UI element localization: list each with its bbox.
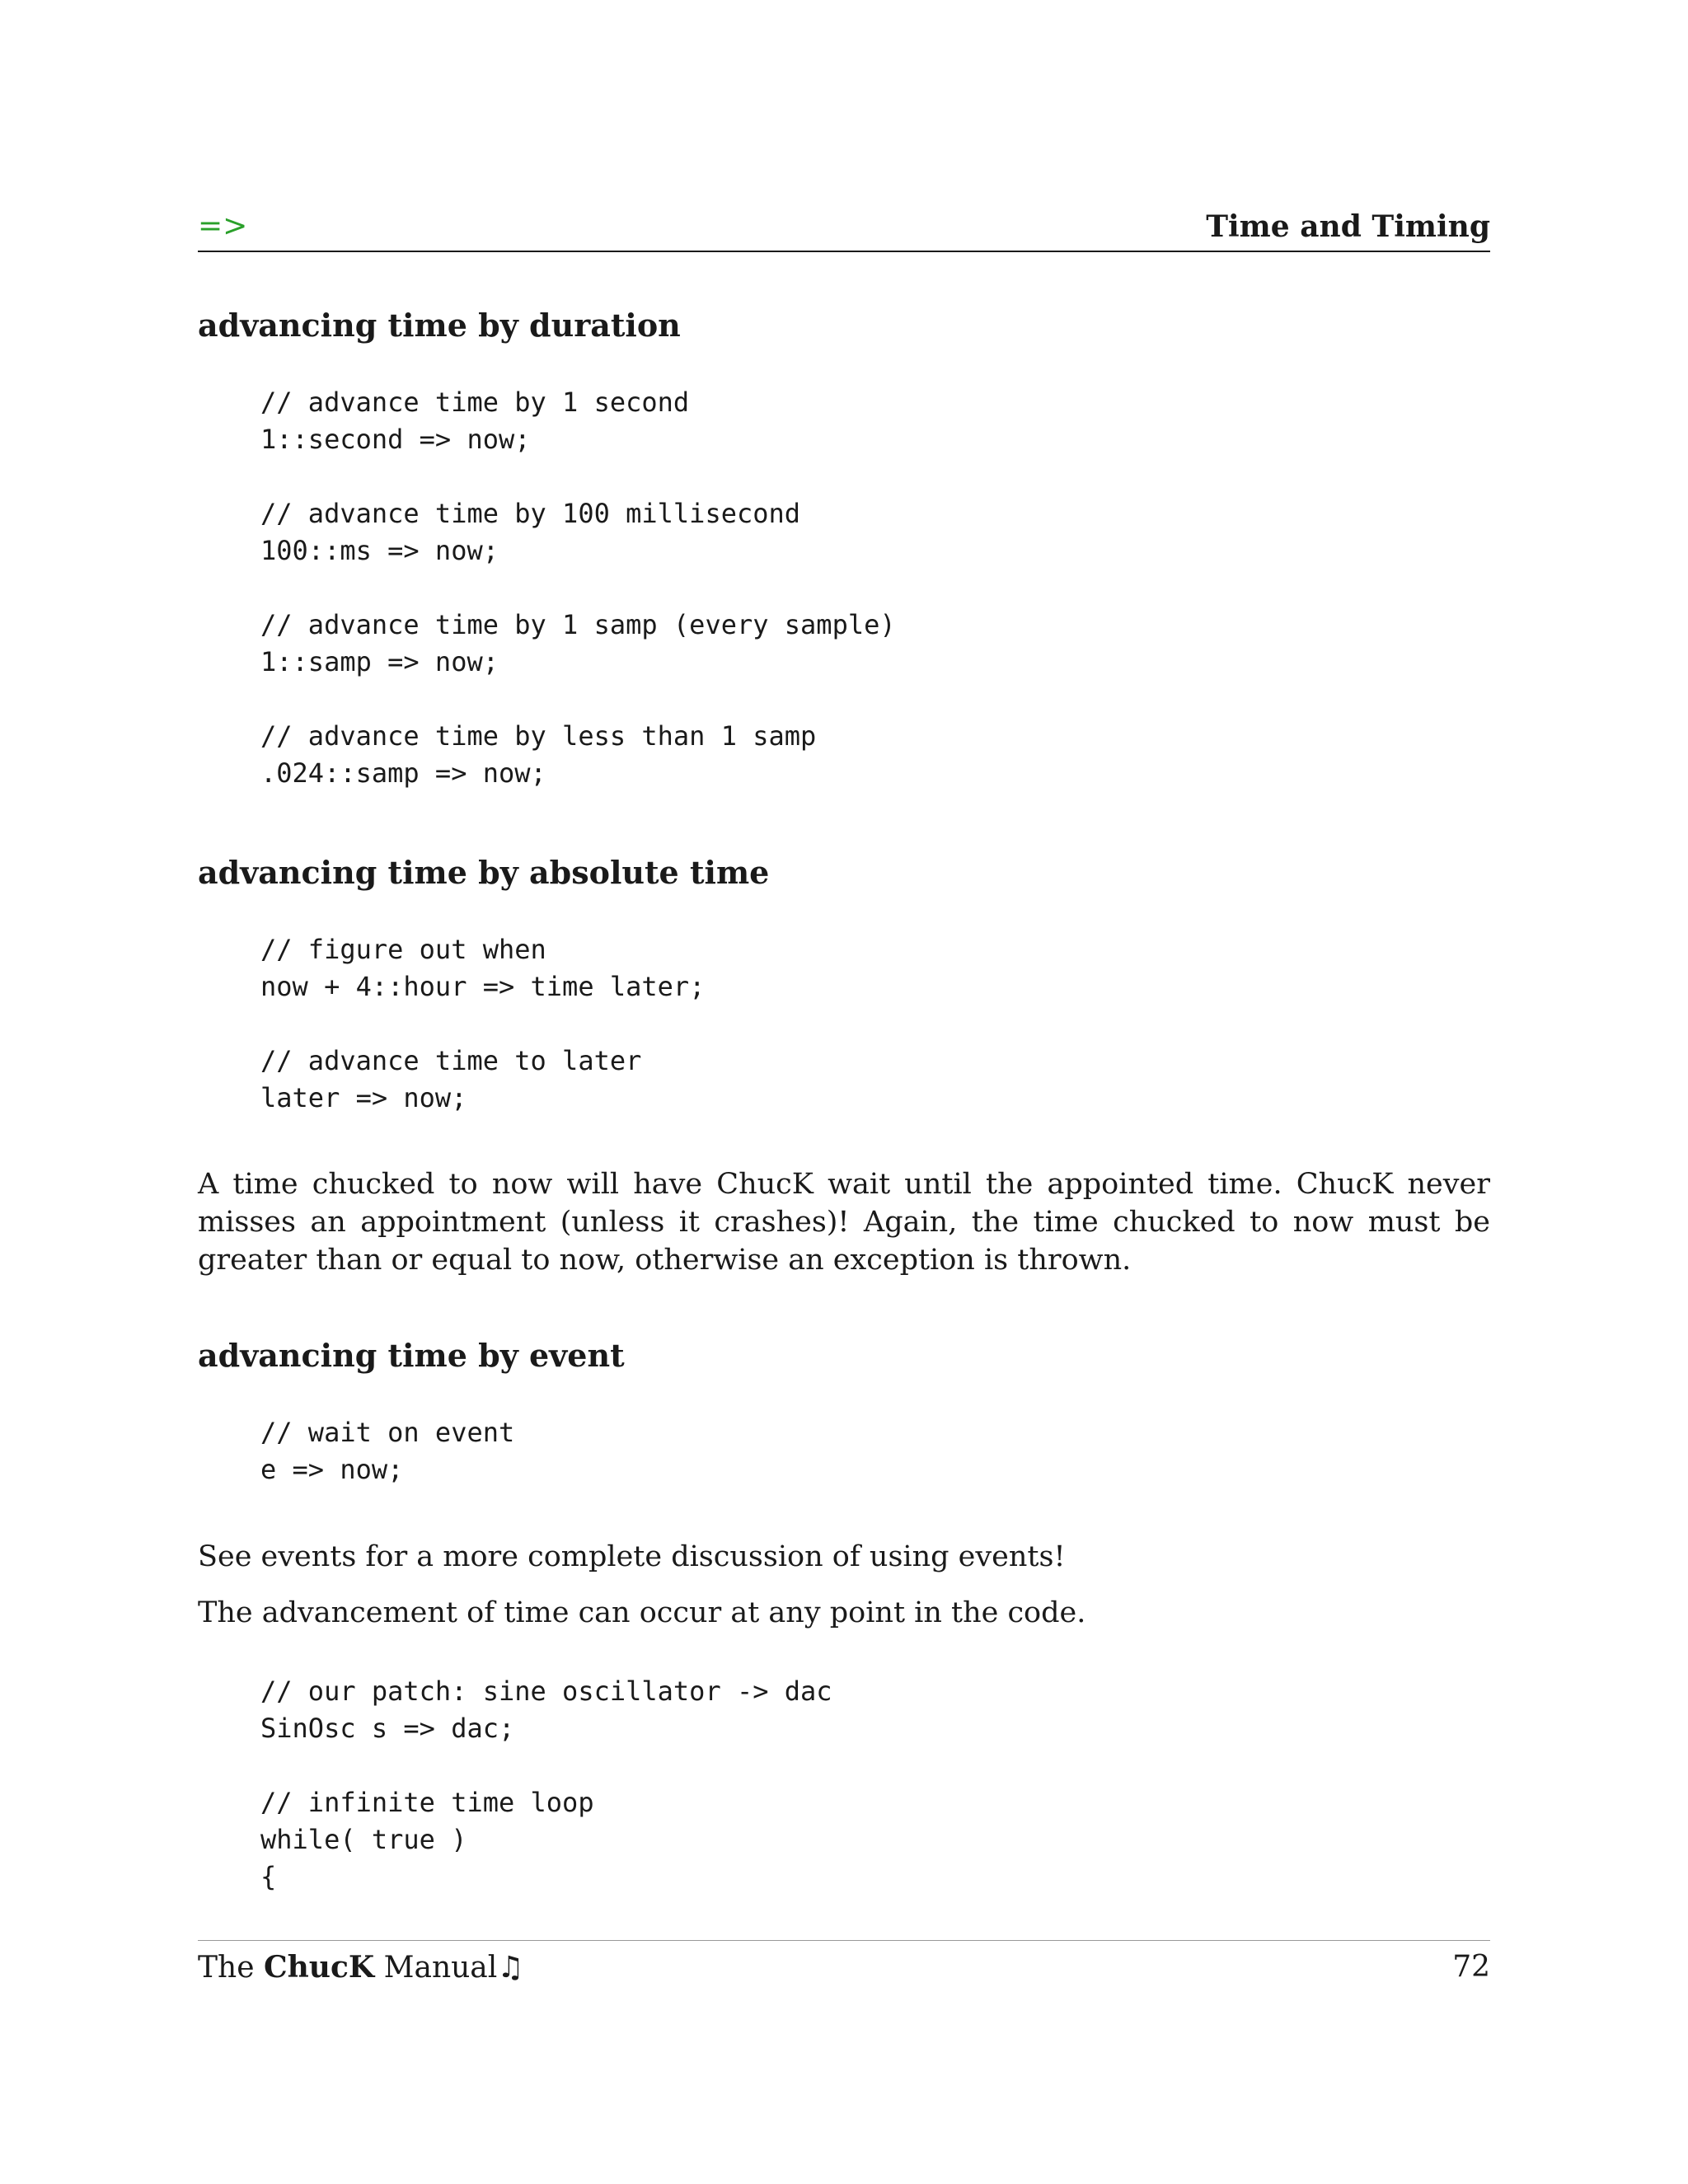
chuck-arrow-logo: => [198, 209, 248, 243]
footer-prefix: The [198, 1951, 264, 1985]
code-block-duration: // advance time by 1 second 1::second => now; // advance time by 100 millisecond 100::ms => now; // advance time by 1 samp (every sample) 1::samp => now; // advance time by less than 1 samp .024::samp => now; [260, 387, 896, 789]
paragraph-absolute: A time chucked to now will have ChucK wait until the appointed time. ChucK never misses an appointment (unless it crashes)! Again, the time chucked to now must be greater than or equal to now, otherwise an exception is thrown. [198, 1168, 1490, 1277]
paragraph-advancement: The advancement of time can occur at any point in the code. [198, 1596, 1086, 1629]
page-number: 72 [1452, 1950, 1490, 1984]
code-block-absolute: // figure out when now + 4::hour => time later; // advance time to later later => now; [260, 934, 706, 1113]
code-block-event: // wait on event e => now; [260, 1417, 515, 1485]
paragraph-events-note: See events for a more complete discussion of using events! [198, 1540, 1066, 1573]
footer-brand: ChucK [263, 1950, 375, 1985]
section-title-duration: advancing time by duration [198, 307, 681, 344]
footer-suffix: Manual♫ [374, 1951, 524, 1985]
page-header [198, 204, 1490, 252]
section-title-event: advancing time by event [198, 1337, 625, 1374]
footer-manual-title [198, 1950, 524, 1985]
chapter-title: Time and Timing [1206, 209, 1490, 244]
manual-page [198, 0, 1490, 2184]
footer-divider [198, 1940, 1490, 1941]
code-block-patch: // our patch: sine oscillator -> dac SinOsc s => dac; // infinite time loop while( true ) { [260, 1675, 832, 1892]
section-title-absolute: advancing time by absolute time [198, 854, 770, 891]
